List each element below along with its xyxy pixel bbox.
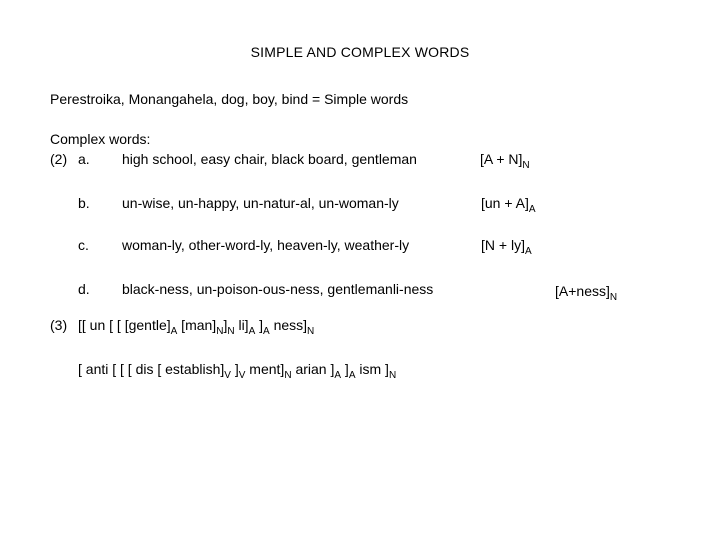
category-subscript: V <box>224 370 231 381</box>
rule-subscript: N <box>609 292 618 303</box>
example-2b-letter: b. <box>78 195 90 211</box>
bracket-text: [[ un [ [ [gentle] <box>78 317 171 333</box>
example-2b-words: un-wise, un-happy, un-natur-al, un-woman-ly <box>122 195 399 211</box>
category-subscript: N <box>388 370 397 381</box>
example-2a-letter: a. <box>78 151 90 167</box>
rule-text: [un + A] <box>481 195 529 211</box>
category-subscript: N <box>284 370 292 381</box>
example-3-bracketing-1 <box>78 317 315 337</box>
rule-text: [A + N] <box>480 151 523 167</box>
category-subscript: A <box>263 326 270 337</box>
example-2c-letter: c. <box>78 237 89 253</box>
bracket-text: li] <box>234 317 249 333</box>
example-2-label: (2) <box>50 151 68 167</box>
category-subscript: A <box>334 370 342 381</box>
category-subscript: N <box>216 326 224 337</box>
category-subscript: A <box>348 370 356 381</box>
bracket-text: arian ] <box>291 361 335 377</box>
bracket-text: ] <box>223 317 228 333</box>
category-subscript: A <box>248 326 256 337</box>
example-2c-words: woman-ly, other-word-ly, heaven-ly, weather-ly <box>122 237 410 253</box>
example-3-bracketing-2 <box>78 361 397 381</box>
category-subscript: V <box>238 370 246 381</box>
category-subscript: N <box>307 326 315 337</box>
bracket-text: ment] <box>245 361 285 377</box>
rule-subscript: A <box>528 204 536 215</box>
bracket-text: [ anti [ [ [ dis [ establish] <box>78 361 225 377</box>
simple-words-line: Perestroika, Monangahela, dog, boy, bind = Simple words <box>50 91 409 107</box>
category-subscript: A <box>170 326 178 337</box>
bracket-text: ism ] <box>355 361 389 377</box>
example-2b-rule <box>481 195 536 215</box>
rule-subscript: A <box>524 246 532 257</box>
rule-text: [N + ly] <box>481 237 525 253</box>
bracket-text: ness] <box>269 317 308 333</box>
bracket-text: ] <box>341 361 349 377</box>
category-subscript: N <box>227 326 235 337</box>
rule-text: [A+ness] <box>555 283 610 299</box>
bracket-text: ] <box>255 317 264 333</box>
example-2d-rule <box>555 283 618 303</box>
example-2d-words: black-ness, un-poison-ous-ness, gentlemanli-ness <box>122 281 434 297</box>
example-2a-rule <box>480 151 530 171</box>
example-2a-words: high school, easy chair, black board, gentleman <box>122 151 417 167</box>
page-title: SIMPLE AND COMPLEX WORDS <box>250 44 470 60</box>
rule-subscript: N <box>522 160 530 171</box>
example-2c-rule <box>481 237 532 257</box>
bracket-text: ] <box>230 361 239 377</box>
example-2d-letter: d. <box>78 281 90 297</box>
complex-words-heading: Complex words: <box>50 131 151 147</box>
bracket-text: [man] <box>177 317 217 333</box>
example-3-label: (3) <box>50 317 68 333</box>
